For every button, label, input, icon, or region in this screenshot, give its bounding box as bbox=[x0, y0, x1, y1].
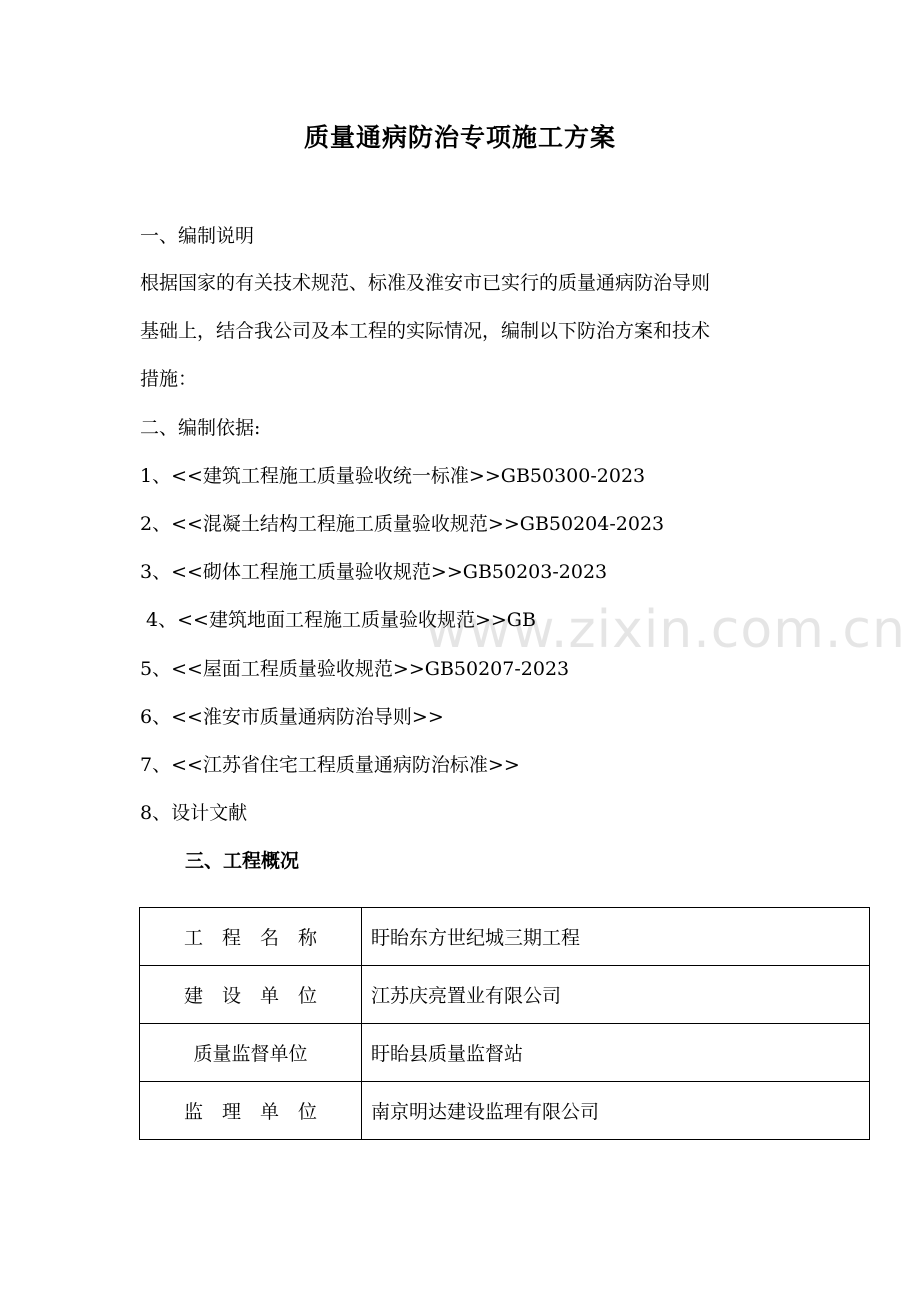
paragraph-line: 措施： bbox=[140, 368, 198, 390]
table-value: 盱眙县质量监督站 bbox=[362, 1024, 870, 1082]
table-label: 工 程 名 称 bbox=[140, 908, 362, 966]
table-label: 监 理 单 位 bbox=[140, 1082, 362, 1140]
table-row bbox=[140, 1082, 870, 1140]
reference-item: 3、<<砌体工程施工质量验收规范>>GB50203-2023 bbox=[140, 561, 608, 583]
table-row bbox=[140, 908, 870, 966]
section-heading-3: 三、工程概况 bbox=[185, 850, 300, 872]
table-label: 质量监督单位 bbox=[140, 1024, 362, 1082]
table-value: 南京明达建设监理有限公司 bbox=[362, 1082, 870, 1140]
table-row bbox=[140, 1024, 870, 1082]
reference-item: 2、<<混凝土结构工程施工质量验收规范>>GB50204-2023 bbox=[140, 513, 665, 535]
watermark: www.zixin.com.cn bbox=[425, 600, 906, 660]
section-heading-1: 一、编制说明 bbox=[140, 225, 255, 247]
paragraph-line: 基础上，结合我公司及本工程的实际情况，编制以下防治方案和技术 bbox=[140, 320, 711, 342]
table-label: 建 设 单 位 bbox=[140, 966, 362, 1024]
reference-item: 4、<<建筑地面工程施工质量验收规范>>GB bbox=[140, 609, 536, 631]
reference-item: 1、<<建筑工程施工质量验收统一标准>>GB50300-2023 bbox=[140, 465, 646, 487]
table-row bbox=[140, 966, 870, 1024]
table-value: 盱眙东方世纪城三期工程 bbox=[362, 908, 870, 966]
table-value: 江苏庆亮置业有限公司 bbox=[362, 966, 870, 1024]
reference-item: 8、设计文献 bbox=[140, 802, 248, 824]
reference-item: 7、<<江苏省住宅工程质量通病防治标准>> bbox=[140, 754, 520, 776]
project-overview-table bbox=[139, 907, 870, 1140]
reference-item: 5、<<屋面工程质量验收规范>>GB50207-2023 bbox=[140, 658, 570, 680]
section-heading-2: 二、编制依据: bbox=[140, 417, 261, 439]
document-title: 质量通病防治专项施工方案 bbox=[303, 123, 616, 152]
paragraph-line: 根据国家的有关技术规范、标准及淮安市已实行的质量通病防治导则 bbox=[140, 272, 711, 294]
reference-item: 6、<<淮安市质量通病防治导则>> bbox=[140, 706, 444, 728]
